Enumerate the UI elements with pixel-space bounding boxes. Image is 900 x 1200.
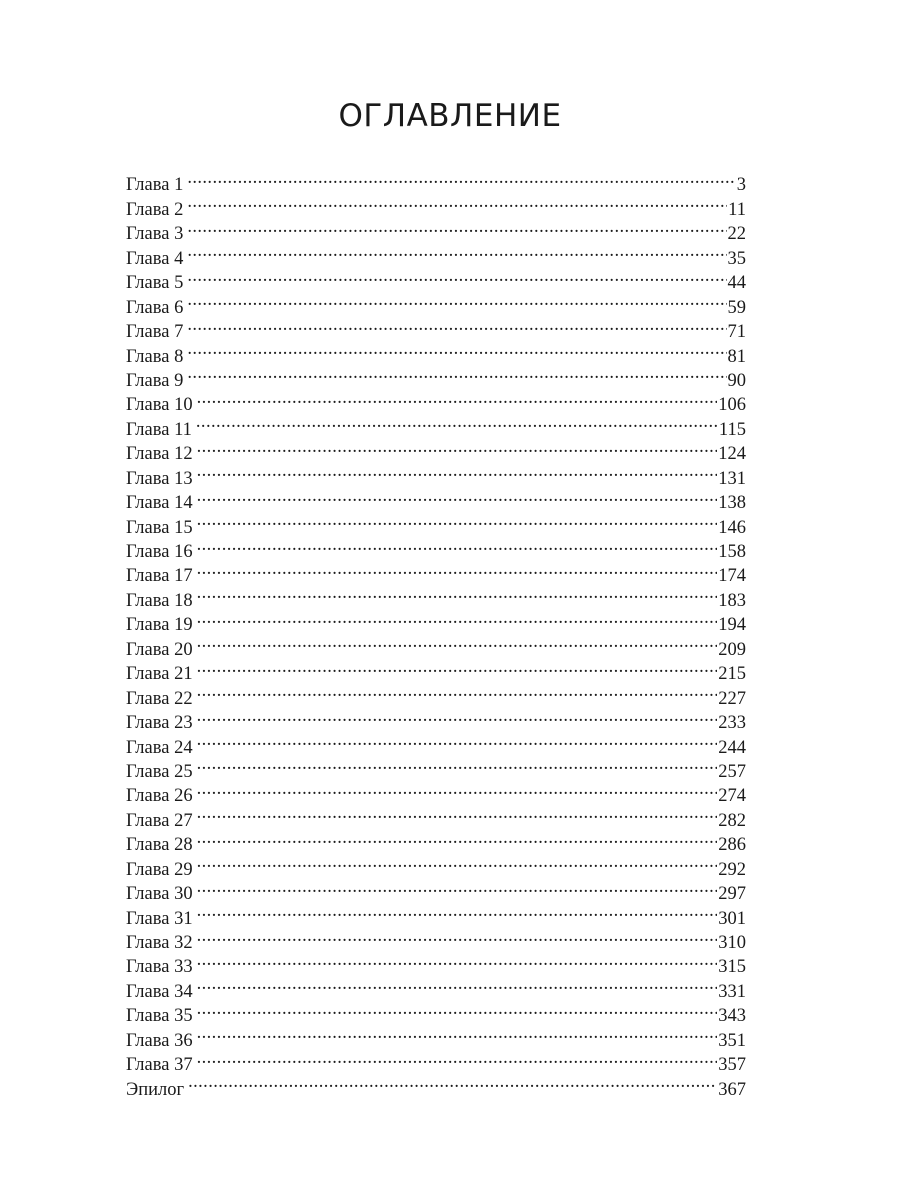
toc-entry <box>126 753 746 782</box>
toc-entry <box>126 166 746 196</box>
toc-entry-label: Глава 16 <box>126 542 193 562</box>
toc-dot-leader <box>197 508 718 532</box>
toc-dot-leader <box>197 679 718 703</box>
toc-entry-page-number: 331 <box>717 980 746 1004</box>
toc-dot-leader <box>197 997 718 1021</box>
toc-entry-label: Глава 34 <box>126 981 193 1002</box>
toc-entry-label: Глава 23 <box>126 713 193 734</box>
toc-entry-label: Глава 1 <box>126 175 184 196</box>
toc-entry-page-number: 11 <box>727 198 746 222</box>
toc-entry <box>126 313 746 343</box>
toc-dot-leader <box>197 948 718 972</box>
toc-entry-label: Глава 26 <box>126 786 193 807</box>
toc-dot-leader <box>197 704 718 728</box>
toc-dot-leader <box>197 972 718 996</box>
toc-entry-label: Глава 18 <box>126 590 193 611</box>
toc-entry <box>126 581 746 611</box>
toc-dot-leader <box>197 875 718 899</box>
toc-dot-leader <box>197 753 718 777</box>
toc-entry-label: Глава 20 <box>126 639 193 660</box>
toc-dot-leader <box>197 533 718 557</box>
toc-entry-page-number: 71 <box>727 320 747 344</box>
toc-entry <box>126 190 746 220</box>
toc-entry-label: Глава 4 <box>126 248 184 269</box>
toc-dot-leader <box>197 1021 718 1045</box>
toc-dot-leader <box>197 655 718 679</box>
toc-entry <box>126 704 746 734</box>
toc-entry-label: Глава 9 <box>126 370 184 391</box>
toc-entry <box>126 997 746 1027</box>
toc-entry <box>126 1021 746 1051</box>
toc-entry <box>126 386 746 416</box>
toc-entry-page-number: 282 <box>717 809 746 833</box>
toc-entry-label: Глава 24 <box>126 737 193 758</box>
toc-entry-label: Глава 11 <box>126 419 192 440</box>
toc-entry-page-number: 301 <box>717 907 746 931</box>
toc-entry-page-number: 131 <box>717 467 746 491</box>
toc-entry-label: Глава 6 <box>126 297 184 318</box>
toc-entry-label: Глава 15 <box>126 517 193 538</box>
toc-dot-leader <box>197 924 718 948</box>
toc-entry-label: Глава 7 <box>126 322 184 343</box>
toc-entry-page-number: 351 <box>717 1029 746 1053</box>
toc-entry-label: Эпилог <box>126 1079 185 1100</box>
toc-entry <box>126 459 746 489</box>
toc-entry-label: Глава 35 <box>126 1006 193 1027</box>
toc-entry <box>126 484 746 514</box>
toc-dot-leader <box>197 606 718 630</box>
toc-entry-page-number: 90 <box>727 369 747 393</box>
toc-entry <box>126 899 746 929</box>
toc-entry <box>126 557 746 587</box>
toc-entry <box>126 264 746 294</box>
toc-dot-leader <box>197 386 718 410</box>
toc-entry-label: Глава 13 <box>126 468 193 489</box>
toc-entry-label: Глава 32 <box>126 933 193 953</box>
toc-entry-page-number: 286 <box>717 833 746 857</box>
toc-dot-leader <box>187 337 726 361</box>
toc-dot-leader <box>187 215 726 239</box>
toc-entry-label: Глава 30 <box>126 884 193 905</box>
toc-entry-label: Глава 31 <box>126 908 193 929</box>
toc-dot-leader <box>197 801 718 825</box>
toc-dot-leader <box>197 728 718 752</box>
toc-entry-page-number: 244 <box>717 736 746 760</box>
toc-entry-page-number: 183 <box>717 589 746 613</box>
toc-entry-page-number: 3 <box>736 173 746 197</box>
toc-dot-leader <box>187 239 726 263</box>
toc-entry <box>126 239 746 269</box>
toc-dot-leader <box>197 630 718 654</box>
toc-entry-page-number: 209 <box>717 638 746 662</box>
toc-entry-page-number: 215 <box>717 662 746 686</box>
toc-dot-leader <box>197 777 718 801</box>
toc-entry <box>126 630 746 660</box>
toc-entry <box>126 435 746 465</box>
toc-entry-label: Глава 37 <box>126 1055 193 1076</box>
toc-entry-page-number: 146 <box>717 516 746 540</box>
toc-entry <box>126 972 746 1002</box>
toc-dot-leader <box>197 581 718 605</box>
toc-entry-page-number: 315 <box>717 955 746 979</box>
toc-dot-leader <box>187 288 726 312</box>
toc-dot-leader <box>197 899 718 923</box>
toc-entry-label: Глава 17 <box>126 566 193 587</box>
toc-entry <box>126 875 746 905</box>
toc-entry <box>126 948 746 978</box>
toc-entry-page-number: 158 <box>717 540 746 564</box>
toc-entry-page-number: 343 <box>717 1004 746 1028</box>
toc-entry-page-number: 310 <box>717 931 746 955</box>
toc-entry-label: Глава 12 <box>126 444 193 465</box>
toc-entry <box>126 337 746 367</box>
toc-entry-page-number: 367 <box>717 1078 746 1102</box>
toc-entry-page-number: 138 <box>717 491 746 515</box>
toc-entry-label: Глава 22 <box>126 688 193 709</box>
toc-entry-label: Глава 25 <box>126 761 193 782</box>
toc-entry <box>126 826 746 856</box>
toc-entry-page-number: 115 <box>718 418 746 442</box>
toc-entry-page-number: 257 <box>717 760 746 784</box>
toc-dot-leader <box>187 166 735 190</box>
toc-entry <box>126 362 746 391</box>
toc-entry-label: Глава 5 <box>126 273 184 294</box>
toc-entry-page-number: 292 <box>717 858 746 882</box>
toc-entry-page-number: 22 <box>727 222 747 246</box>
toc-entry-page-number: 274 <box>717 784 746 808</box>
toc-entry-page-number: 174 <box>717 564 746 588</box>
toc-entry-label: Глава 10 <box>126 395 193 416</box>
toc-entry-label: Глава 19 <box>126 615 193 636</box>
toc-entry-page-number: 124 <box>717 442 746 466</box>
toc-entry <box>126 679 746 709</box>
toc-dot-leader <box>187 362 726 386</box>
toc-entry-label: Глава 29 <box>126 859 193 880</box>
toc-entry <box>126 410 746 440</box>
toc-entry-label: Глава 28 <box>126 835 193 856</box>
toc-dot-leader <box>187 264 726 288</box>
toc-entry-label: Глава 8 <box>126 346 184 367</box>
toc-entry <box>126 655 746 685</box>
toc-dot-leader <box>197 1046 718 1070</box>
toc-entry <box>126 801 746 831</box>
toc-entry-label: Глава 3 <box>126 224 184 245</box>
toc-dot-leader <box>187 313 726 337</box>
toc-entry-page-number: 297 <box>717 882 746 906</box>
toc-entry-page-number: 35 <box>727 247 747 271</box>
toc-entry <box>126 728 746 758</box>
toc-entry-page-number: 81 <box>727 345 747 369</box>
toc-dot-leader <box>197 484 718 508</box>
toc-entry <box>126 1046 746 1076</box>
toc-entry <box>126 777 746 807</box>
toc-dot-leader <box>196 410 718 434</box>
toc-entry <box>126 288 746 318</box>
toc-entry-page-number: 59 <box>727 296 747 320</box>
toc-entry-label: Глава 14 <box>126 493 193 514</box>
toc-entry-label: Глава 2 <box>126 199 184 220</box>
toc-dot-leader <box>197 826 718 850</box>
toc-entry <box>126 533 746 562</box>
toc-entry-label: Глава 21 <box>126 664 193 685</box>
toc-entry-page-number: 227 <box>717 687 746 711</box>
toc-dot-leader <box>188 1070 717 1094</box>
toc-dot-leader <box>187 190 727 214</box>
toc-entry-page-number: 233 <box>717 711 746 735</box>
table-of-contents <box>126 166 746 1100</box>
toc-entry <box>126 924 746 953</box>
toc-entry-label: Глава 36 <box>126 1030 193 1051</box>
toc-entry <box>126 1070 746 1100</box>
toc-dot-leader <box>197 435 718 459</box>
toc-entry <box>126 850 746 880</box>
toc-entry <box>126 215 746 245</box>
toc-dot-leader <box>197 557 718 581</box>
page-title: ОГЛАВЛЕНИЕ <box>338 98 562 134</box>
toc-entry-label: Глава 27 <box>126 810 193 831</box>
toc-entry <box>126 606 746 636</box>
toc-dot-leader <box>197 850 718 874</box>
toc-entry-page-number: 106 <box>717 393 746 417</box>
toc-entry-page-number: 194 <box>717 613 746 637</box>
toc-dot-leader <box>197 459 718 483</box>
toc-entry-page-number: 44 <box>727 271 747 295</box>
toc-entry <box>126 508 746 538</box>
toc-entry-page-number: 357 <box>717 1053 746 1077</box>
toc-entry-label: Глава 33 <box>126 957 193 978</box>
